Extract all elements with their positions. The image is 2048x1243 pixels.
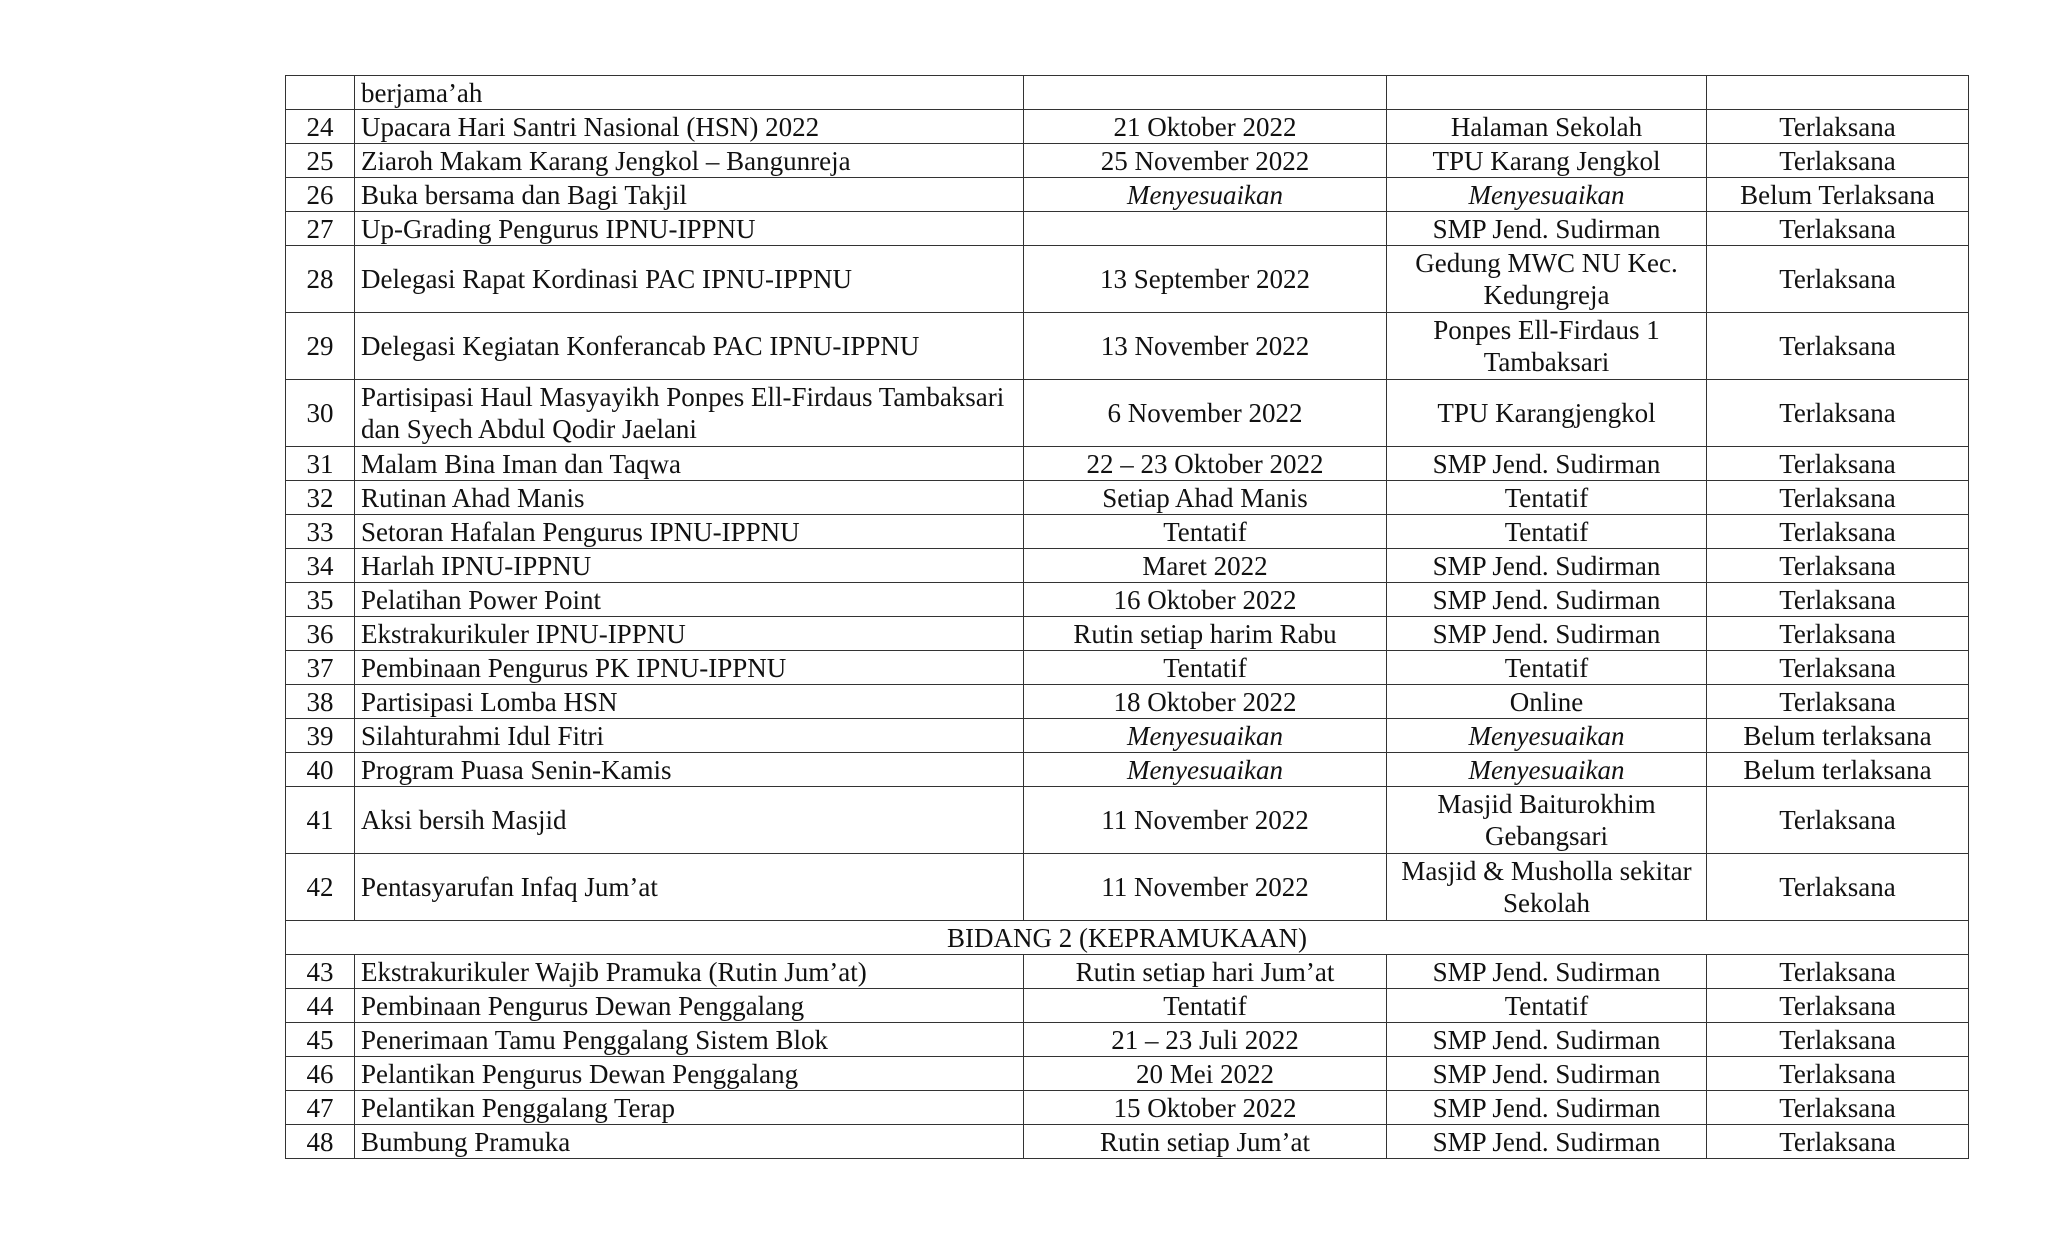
activity-status: Terlaksana <box>1707 989 1969 1023</box>
activity-name: Ekstrakurikuler IPNU-IPPNU <box>355 617 1024 651</box>
activity-name: Pelantikan Pengurus Dewan Penggalang <box>355 1057 1024 1091</box>
activity-time: 21 Oktober 2022 <box>1024 110 1387 144</box>
activity-place: SMP Jend. Sudirman <box>1387 447 1707 481</box>
row-number: 25 <box>286 144 355 178</box>
table-row <box>286 1057 1969 1091</box>
activity-status: Belum Terlaksana <box>1707 178 1969 212</box>
activity-name: Aksi bersih Masjid <box>355 787 1024 854</box>
table-row <box>286 110 1969 144</box>
activity-time: Maret 2022 <box>1024 549 1387 583</box>
program-table <box>285 75 1969 1159</box>
table-row <box>286 989 1969 1023</box>
activity-time: 15 Oktober 2022 <box>1024 1091 1387 1125</box>
table-row <box>286 854 1969 921</box>
activity-name: Program Puasa Senin-Kamis <box>355 753 1024 787</box>
activity-status: Terlaksana <box>1707 617 1969 651</box>
activity-time: Tentatif <box>1024 651 1387 685</box>
activity-status: Terlaksana <box>1707 313 1969 380</box>
activity-status: Terlaksana <box>1707 1023 1969 1057</box>
table-row <box>286 549 1969 583</box>
table-row <box>286 685 1969 719</box>
row-number: 42 <box>286 854 355 921</box>
activity-place: Halaman Sekolah <box>1387 110 1707 144</box>
activity-time: Rutin setiap harim Rabu <box>1024 617 1387 651</box>
activity-time: Rutin setiap Jum’at <box>1024 1125 1387 1159</box>
activity-time: 11 November 2022 <box>1024 854 1387 921</box>
activity-place: SMP Jend. Sudirman <box>1387 1125 1707 1159</box>
activity-status: Terlaksana <box>1707 1057 1969 1091</box>
activity-name: Pentasyarufan Infaq Jum’at <box>355 854 1024 921</box>
activity-name: Penerimaan Tamu Penggalang Sistem Blok <box>355 1023 1024 1057</box>
table-row <box>286 447 1969 481</box>
activity-status: Terlaksana <box>1707 787 1969 854</box>
activity-time: Menyesuaikan <box>1024 178 1387 212</box>
row-number: 41 <box>286 787 355 854</box>
table-row <box>286 1091 1969 1125</box>
activity-status: Terlaksana <box>1707 583 1969 617</box>
activity-status: Terlaksana <box>1707 955 1969 989</box>
activity-status <box>1707 76 1969 110</box>
activity-place: Menyesuaikan <box>1387 178 1707 212</box>
activity-name: Rutinan Ahad Manis <box>355 481 1024 515</box>
activity-time: 25 November 2022 <box>1024 144 1387 178</box>
activity-status: Terlaksana <box>1707 447 1969 481</box>
activity-place: SMP Jend. Sudirman <box>1387 1023 1707 1057</box>
activity-place: Masjid Baiturokhim Gebangsari <box>1387 787 1707 854</box>
activity-place: SMP Jend. Sudirman <box>1387 549 1707 583</box>
row-number: 27 <box>286 212 355 246</box>
activity-time: 16 Oktober 2022 <box>1024 583 1387 617</box>
activity-name: Bumbung Pramuka <box>355 1125 1024 1159</box>
section-header-group <box>286 921 1969 955</box>
activity-place: SMP Jend. Sudirman <box>1387 955 1707 989</box>
activity-time: Tentatif <box>1024 989 1387 1023</box>
activity-place: SMP Jend. Sudirman <box>1387 212 1707 246</box>
activity-time: 18 Oktober 2022 <box>1024 685 1387 719</box>
activity-place: Menyesuaikan <box>1387 719 1707 753</box>
row-number: 44 <box>286 989 355 1023</box>
activity-place: Tentatif <box>1387 481 1707 515</box>
activity-place: Tentatif <box>1387 515 1707 549</box>
table-row <box>286 212 1969 246</box>
activity-name: Malam Bina Iman dan Taqwa <box>355 447 1024 481</box>
table-row <box>286 719 1969 753</box>
row-number: 39 <box>286 719 355 753</box>
activity-name: Pembinaan Pengurus PK IPNU-IPPNU <box>355 651 1024 685</box>
table-row <box>286 144 1969 178</box>
row-number: 37 <box>286 651 355 685</box>
activity-name: Pelatihan Power Point <box>355 583 1024 617</box>
row-number: 26 <box>286 178 355 212</box>
activity-time: Setiap Ahad Manis <box>1024 481 1387 515</box>
row-number: 31 <box>286 447 355 481</box>
activity-name: Partisipasi Haul Masyayikh Ponpes Ell-Firdaus Tambaksari dan Syech Abdul Qodir Jaelani <box>355 380 1024 447</box>
activity-place: SMP Jend. Sudirman <box>1387 583 1707 617</box>
activity-status: Terlaksana <box>1707 1125 1969 1159</box>
activity-status: Belum terlaksana <box>1707 753 1969 787</box>
activity-status: Terlaksana <box>1707 651 1969 685</box>
activity-name: Ekstrakurikuler Wajib Pramuka (Rutin Jum’at) <box>355 955 1024 989</box>
activity-status: Terlaksana <box>1707 144 1969 178</box>
table-row <box>286 617 1969 651</box>
activity-time: 22 – 23 Oktober 2022 <box>1024 447 1387 481</box>
table-row <box>286 313 1969 380</box>
activity-name: Pembinaan Pengurus Dewan Penggalang <box>355 989 1024 1023</box>
program-table-body-part-1 <box>286 76 1969 921</box>
row-number: 47 <box>286 1091 355 1125</box>
row-number: 29 <box>286 313 355 380</box>
activity-name: Ziaroh Makam Karang Jengkol – Bangunreja <box>355 144 1024 178</box>
table-row <box>286 787 1969 854</box>
activity-status: Terlaksana <box>1707 481 1969 515</box>
activity-place: Menyesuaikan <box>1387 753 1707 787</box>
activity-name: Delegasi Rapat Kordinasi PAC IPNU-IPPNU <box>355 246 1024 313</box>
activity-time: 20 Mei 2022 <box>1024 1057 1387 1091</box>
table-row <box>286 1023 1969 1057</box>
activity-place: SMP Jend. Sudirman <box>1387 617 1707 651</box>
activity-place: Tentatif <box>1387 651 1707 685</box>
activity-name: Up-Grading Pengurus IPNU-IPPNU <box>355 212 1024 246</box>
activity-time: 13 September 2022 <box>1024 246 1387 313</box>
activity-name: berjama’ah <box>355 76 1024 110</box>
row-number: 35 <box>286 583 355 617</box>
row-number: 28 <box>286 246 355 313</box>
section-title-kepramukaan: BIDANG 2 (KEPRAMUKAAN) <box>286 921 1969 955</box>
activity-name: Upacara Hari Santri Nasional (HSN) 2022 <box>355 110 1024 144</box>
table-row <box>286 955 1969 989</box>
activity-time <box>1024 76 1387 110</box>
activity-status: Terlaksana <box>1707 380 1969 447</box>
row-number: 43 <box>286 955 355 989</box>
table-row <box>286 76 1969 110</box>
row-number: 45 <box>286 1023 355 1057</box>
section-header-row <box>286 921 1969 955</box>
activity-status: Terlaksana <box>1707 246 1969 313</box>
activity-place: SMP Jend. Sudirman <box>1387 1057 1707 1091</box>
row-number: 30 <box>286 380 355 447</box>
activity-place: Online <box>1387 685 1707 719</box>
activity-name: Delegasi Kegiatan Konferancab PAC IPNU-IPPNU <box>355 313 1024 380</box>
activity-status: Terlaksana <box>1707 549 1969 583</box>
table-row <box>286 380 1969 447</box>
row-number: 48 <box>286 1125 355 1159</box>
activity-place: Ponpes Ell-Firdaus 1 Tambaksari <box>1387 313 1707 380</box>
activity-time: Menyesuaikan <box>1024 719 1387 753</box>
table-row <box>286 178 1969 212</box>
row-number: 33 <box>286 515 355 549</box>
row-number: 46 <box>286 1057 355 1091</box>
activity-time <box>1024 212 1387 246</box>
row-number: 40 <box>286 753 355 787</box>
activity-name: Pelantikan Penggalang Terap <box>355 1091 1024 1125</box>
activity-status: Terlaksana <box>1707 854 1969 921</box>
activity-place: Gedung MWC NU Kec. Kedungreja <box>1387 246 1707 313</box>
table-row <box>286 1125 1969 1159</box>
table-row <box>286 651 1969 685</box>
activity-time: Rutin setiap hari Jum’at <box>1024 955 1387 989</box>
activity-status: Terlaksana <box>1707 1091 1969 1125</box>
row-number: 38 <box>286 685 355 719</box>
activity-time: 21 – 23 Juli 2022 <box>1024 1023 1387 1057</box>
activity-name: Harlah IPNU-IPPNU <box>355 549 1024 583</box>
activity-time: Tentatif <box>1024 515 1387 549</box>
activity-time: Menyesuaikan <box>1024 753 1387 787</box>
table-row <box>286 246 1969 313</box>
activity-place: TPU Karangjengkol <box>1387 380 1707 447</box>
activity-name: Silahturahmi Idul Fitri <box>355 719 1024 753</box>
activity-place: TPU Karang Jengkol <box>1387 144 1707 178</box>
table-row <box>286 583 1969 617</box>
activity-time: 11 November 2022 <box>1024 787 1387 854</box>
row-number <box>286 76 355 110</box>
activity-time: 6 November 2022 <box>1024 380 1387 447</box>
table-row <box>286 515 1969 549</box>
activity-status: Terlaksana <box>1707 212 1969 246</box>
row-number: 34 <box>286 549 355 583</box>
activity-place: SMP Jend. Sudirman <box>1387 1091 1707 1125</box>
program-table-body-part-2 <box>286 955 1969 1159</box>
table-row <box>286 753 1969 787</box>
activity-name: Setoran Hafalan Pengurus IPNU-IPPNU <box>355 515 1024 549</box>
activity-place <box>1387 76 1707 110</box>
activity-name: Buka bersama dan Bagi Takjil <box>355 178 1024 212</box>
activity-status: Terlaksana <box>1707 685 1969 719</box>
activity-name: Partisipasi Lomba HSN <box>355 685 1024 719</box>
activity-status: Terlaksana <box>1707 515 1969 549</box>
row-number: 24 <box>286 110 355 144</box>
activity-status: Belum terlaksana <box>1707 719 1969 753</box>
activity-place: Masjid & Musholla sekitar Sekolah <box>1387 854 1707 921</box>
activity-time: 13 November 2022 <box>1024 313 1387 380</box>
row-number: 36 <box>286 617 355 651</box>
activity-place: Tentatif <box>1387 989 1707 1023</box>
table-row <box>286 481 1969 515</box>
activity-status: Terlaksana <box>1707 110 1969 144</box>
row-number: 32 <box>286 481 355 515</box>
